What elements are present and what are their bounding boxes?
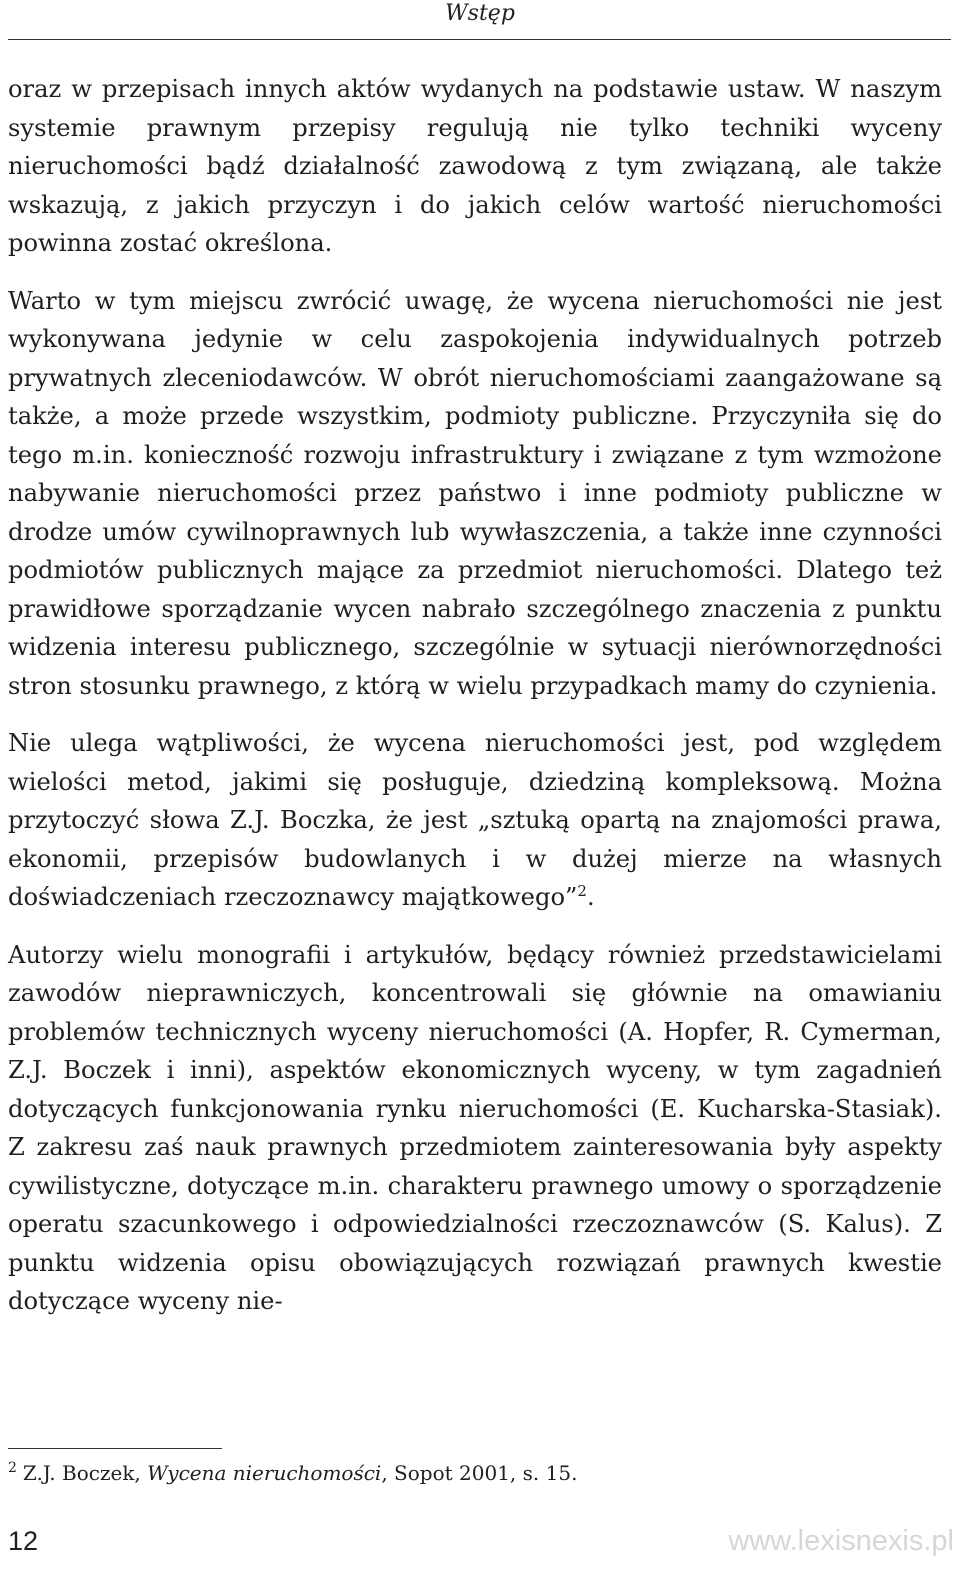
footnote-rest: , Sopot 2001, s. 15. <box>381 1461 578 1485</box>
footnote-number: 2 <box>8 1460 17 1477</box>
footnote-reference: 2 <box>577 881 587 900</box>
publisher-url: www.lexisnexis.pl <box>728 1525 954 1557</box>
header-rule <box>8 39 951 40</box>
paragraph-4: Autorzy wielu monografii i artykułów, będący również przedstawicielami zawodów nieprawniczych, koncentrowali się głównie na omawianiu problemów technicznych wyceny nieruchomości (A. Hopfer, R. Cymerman, Z.J. Boczek i inni), aspektów ekonomicznych wyceny, w tym zagadnień dotyczących funkcjonowania rynku nieruchomości (E. Kucharska-Stasiak). Z zakresu zaś nauk prawnych przedmiotem zainteresowania były aspekty cywilistyczne, dotyczące m.in. charakteru prawnego umowy o sporządzenie operatu szacunkowego i odpowiedzialności rzeczoznawców (S. Kalus). Z punktu widzenia opisu obowiązujących rozwiązań prawnych kwestie dotyczące wyceny nie- <box>8 940 942 1315</box>
footnote-title: Wycena nieruchomości <box>147 1461 382 1485</box>
footnote-rule <box>8 1448 222 1449</box>
running-header <box>0 0 960 31</box>
footnote <box>8 1460 577 1486</box>
footnote-reference-punct: . <box>586 883 595 911</box>
body-text <box>8 70 942 1340</box>
footnote-author: Z.J. Boczek, <box>22 1461 141 1485</box>
paragraph-2: Warto w tym miejscu zwrócić uwagę, że wycena nieruchomości nie jest wykonywana jedynie w celu zaspokojenia indywidualnych potrzeb prywatnych zleceniodawców. W obrót nieruchomościami zaangażowane są także, a może przede wszystkim, podmioty publiczne. Przyczyniła się do tego m.in. konieczność rozwoju infrastruktury i związane z tym wzmożone nabywanie nieruchomości przez państwo i inne podmioty publiczne w drodze umów cywilnoprawnych lub wywłaszczenia, a także inne czynności podmiotów publicznych mające za przedmiot nieruchomości. Dlatego też prawidłowe sporządzanie wycen nabrało szczególnego znaczenia z punktu widzenia interesu publicznego, szczególnie w sytuacji nierównorzędności stron stosunku prawnego, z którą w wielu przypadkach mamy do czynienia. <box>8 286 942 700</box>
running-title: Wstęp <box>445 1 515 26</box>
paragraph-1: oraz w przepisach innych aktów wydanych na podstawie ustaw. W naszym systemie prawnym przepisy regulują nie tylko techniki wyceny nieruchomości bądź działalność zawodową z tym związaną, ale także wskazują, z jakich przyczyn i do jakich celów wartość nieruchomości powinna zostać określona. <box>8 75 942 257</box>
paragraph-3 <box>8 724 942 917</box>
page-number: 12 <box>8 1526 39 1556</box>
paragraph-3-text: Nie ulega wątpliwości, że wycena nieruchomości jest, pod względem wielości metod, jakimi się posługuje, dziedziną kompleksową. Można przytoczyć słowa Z.J. Boczka, że jest „sztuką opartą na znajomości prawa, ekonomii, przepisów budowlanych i w dużej mierze na własnych doświadczeniach rzeczoznawcy majątkowego” <box>8 729 942 911</box>
